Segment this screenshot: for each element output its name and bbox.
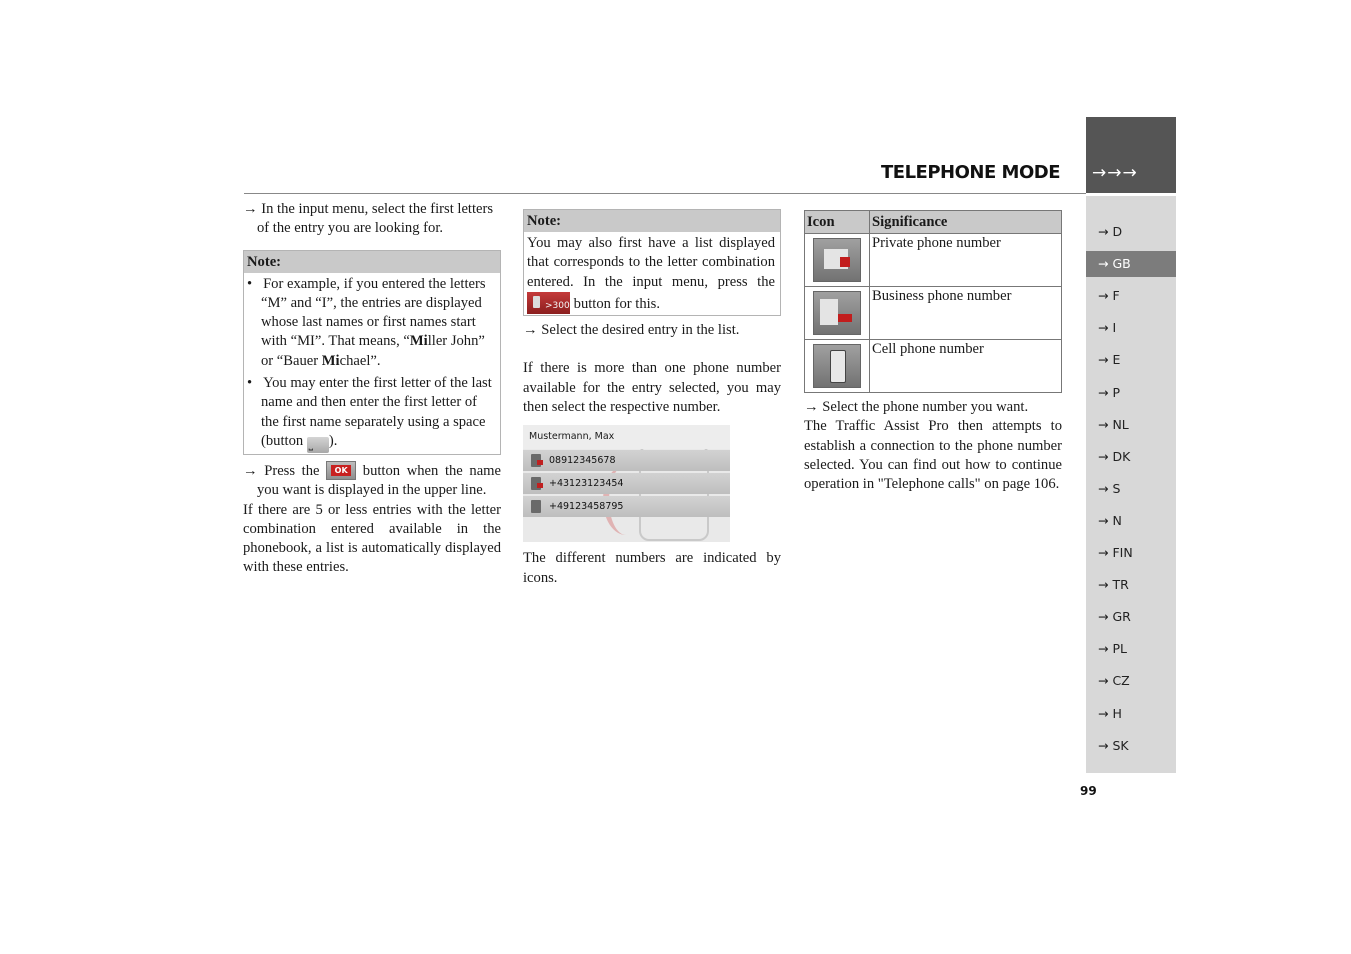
language-item[interactable]: → F	[1098, 288, 1120, 304]
note-bullet: • You may enter the first letter of the last name and then enter the first letter of the first name separately using a space (button ⎵ ).	[247, 375, 492, 451]
instruction-step: → Select the desired entry in the list.	[523, 322, 740, 339]
cell-phone-icon	[813, 344, 861, 388]
language-item[interactable]: → H	[1098, 705, 1122, 721]
ok-button-icon: OK	[326, 461, 356, 480]
business-phone-icon	[531, 477, 541, 490]
column-3	[804, 200, 1062, 494]
phonebook-screenshot	[523, 425, 730, 542]
language-item[interactable]: → PL	[1098, 641, 1127, 657]
table-header-row	[805, 211, 1062, 234]
language-item[interactable]: → E	[1098, 352, 1121, 368]
language-item[interactable]: → NL	[1098, 416, 1129, 432]
instruction-step: → In the input menu, select the first letters of the entry you are looking for.	[243, 201, 494, 237]
body-paragraph: The different numbers are indicated by icons.	[523, 550, 781, 586]
home-phone-icon	[813, 238, 861, 282]
body-paragraph: If there is more than one phone number available for the entry selected, you may then select the respective number.	[523, 360, 781, 416]
language-item[interactable]: → P	[1098, 384, 1120, 400]
language-item[interactable]: → DK	[1098, 448, 1131, 464]
table-row: Business phone number	[805, 287, 1062, 340]
note-title: Note:	[524, 210, 780, 232]
language-item[interactable]: → CZ	[1098, 673, 1130, 689]
header-rule	[244, 193, 1086, 194]
language-item[interactable]: → S	[1098, 480, 1121, 496]
language-item[interactable]: → FIN	[1098, 545, 1133, 560]
table-header: Icon	[805, 211, 870, 234]
list-item: +49123458795	[523, 496, 730, 517]
note-box	[243, 250, 501, 455]
table-row: Cell phone number	[805, 340, 1062, 393]
column-2	[523, 200, 781, 588]
language-item[interactable]: → D	[1098, 224, 1123, 239]
business-phone-icon	[813, 291, 861, 335]
space-button-icon: ⎵	[307, 437, 329, 453]
page-number: 99	[1080, 784, 1097, 798]
list-item: 08912345678	[523, 450, 730, 471]
note-box: Note: You may also first have a list displayed that corresponds to the letter combination entered. In the input menu, press the >300 button for this.	[523, 209, 781, 316]
home-phone-icon	[531, 454, 541, 467]
cell-phone-icon	[531, 500, 541, 513]
list-button-icon: >300	[527, 292, 570, 314]
instruction-step: → Press the OK button when the name you want is displayed in the upper line.	[243, 462, 501, 499]
continue-arrows-icon: →→→	[1092, 163, 1138, 183]
language-item[interactable]: → TR	[1098, 577, 1129, 593]
note-bullet: • For example, if you entered the letters “M” and “I”, the entries are displayed whose last names or first names start with “MI”. That means, “Miller John” or “Bauer Michael”.	[247, 275, 486, 369]
language-item[interactable]: → I	[1098, 320, 1117, 336]
instruction-step: → Select the phone number you want.	[804, 399, 1029, 415]
language-item[interactable]: → SK	[1098, 737, 1129, 753]
body-paragraph: The Traffic Assist Pro then attempts to establish a connection to the phone number selected. You can find out how to continue operation in "Telephone calls" on page 106.	[804, 418, 1062, 493]
contact-name: Mustermann, Max	[523, 425, 730, 449]
page-title: TELEPHONE MODE	[881, 162, 1060, 183]
body-paragraph: If there are 5 or less entries with the letter combination entered available in the phonebook, a list is automatically displayed with these entries.	[243, 501, 501, 576]
language-item[interactable]: → GR	[1098, 609, 1131, 625]
icon-table	[804, 210, 1062, 393]
column-1	[243, 200, 501, 578]
note-title: Note:	[244, 251, 500, 273]
language-item[interactable]: → GB	[1086, 251, 1176, 277]
table-row: Private phone number	[805, 234, 1062, 287]
language-item[interactable]: → N	[1098, 512, 1122, 528]
table-header: Significance	[870, 211, 1062, 234]
list-item: +43123123454	[523, 473, 730, 494]
